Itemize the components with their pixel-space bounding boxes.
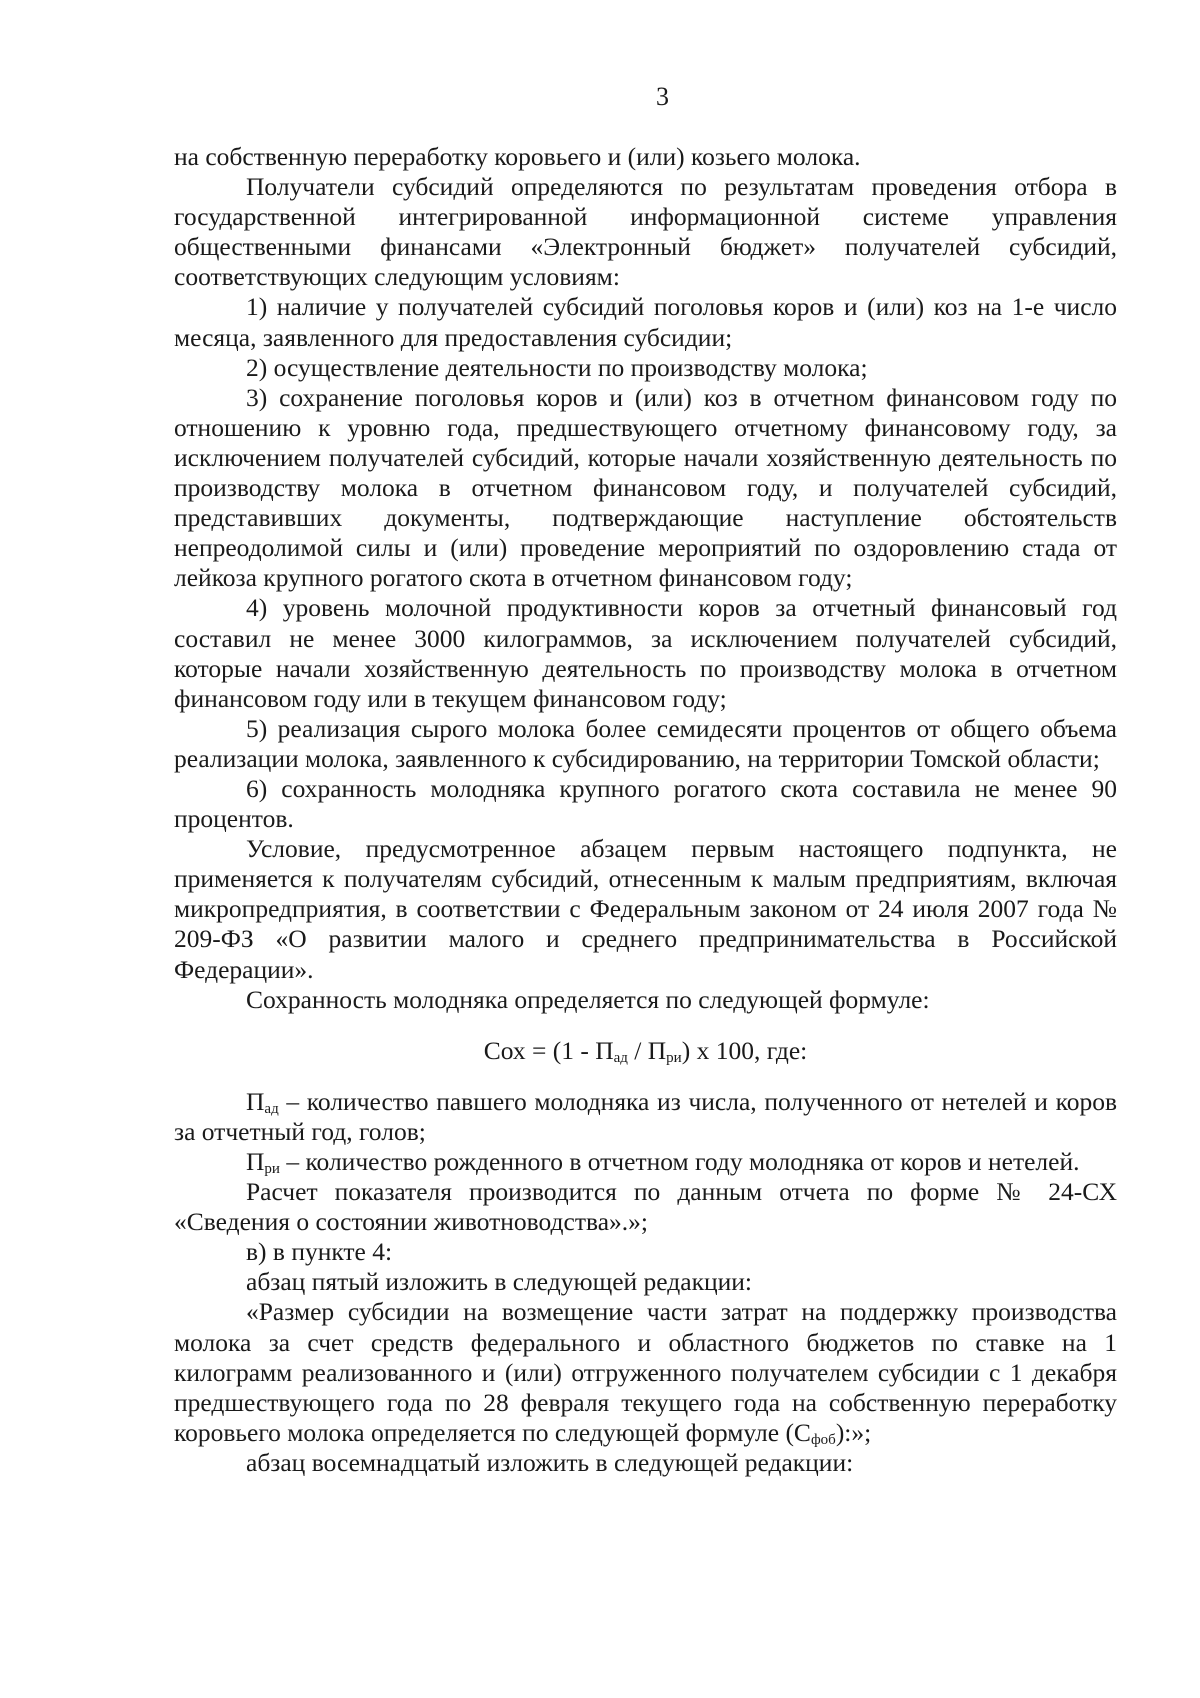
condition-4: 4) уровень молочной продуктивности коров за отчетный финансовый год составил не менее 3000 килограммов, за исключением получателей субсидий, которые начали хозяйственную деятельность по производству молока в отчетном финансовом году или в текущем финансовом году; xyxy=(174,593,1117,713)
paragraph-point-4: в) в пункте 4: xyxy=(246,1237,393,1267)
paragraph-recipients: Получатели субсидий определяются по результатам проведения отбора в государственной интегрированной информационной системе управления общественными финансами «Электронный бюджет» получателей субсидий, соответствующих следующим условиям: xyxy=(174,172,1117,292)
paragraph-subsidy-size xyxy=(174,1297,1117,1447)
paragraph-exception: Условие, предусмотренное абзацем первым настоящего подпункта, не применяется к получателям субсидий, отнесенным к малым предприятиям, включая микропредприятия, в соответствии с Федеральным законом от 24 июля 2007 года № 209-ФЗ «О развитии малого и среднего предпринимательства в Российской Федерации». xyxy=(174,834,1117,984)
formula-sub-pad: ад xyxy=(613,1049,628,1066)
condition-6: 6) сохранность молодняка крупного рогатого скота составила не менее 90 процентов. xyxy=(174,773,1117,834)
formula-mid: / П xyxy=(627,1035,667,1065)
document-body xyxy=(174,142,1117,1478)
definition-pad-symbol: П xyxy=(246,1086,265,1116)
condition-2: 2) осуществление деятельности по производству молока; xyxy=(246,352,868,382)
subsidy-size-sub: фоб xyxy=(810,1431,836,1448)
formula-sub-pri: ри xyxy=(666,1049,682,1066)
page-number: 3 xyxy=(656,82,669,111)
condition-3: 3) сохранение поголовья коров и (или) коз в отчетном финансовом году по отношению к уровню года, предшествующего отчетному финансовому году, за исключением получателей субсидий, которые начали хозяйственную деятельность по производству молока в отчетном финансовом году, и получателей субсидий, представивших документы, подтверждающие наступление обстоятельств непреодолимой силы и (или) проведение мероприятий по оздоровлению стада от лейкоза крупного рогатого скота в отчетном финансовом году; xyxy=(174,382,1117,593)
definition-pri-text: – количество рожденного в отчетном году молодняка от коров и нетелей. xyxy=(279,1147,1080,1176)
definition-pri xyxy=(174,1147,1117,1177)
paragraph-eighteenth-abzac: абзац восемнадцатый изложить в следующей редакции: xyxy=(246,1447,854,1477)
paragraph-calculation: Расчет показателя производится по данным отчета по форме № 24-СХ «Сведения о состоянии животноводства».»; xyxy=(174,1177,1117,1237)
paragraph-formula-intro: Сохранность молодняка определяется по следующей формуле: xyxy=(246,984,930,1014)
formula-lhs: Сох = (1 - П xyxy=(483,1035,614,1065)
definition-pri-sub: ри xyxy=(264,1161,280,1177)
definition-pri-symbol: П xyxy=(246,1147,265,1176)
condition-5: 5) реализация сырого молока более семидесяти процентов от общего объема реализации молока, заявленного к субсидированию, на территории Томской области; xyxy=(174,713,1117,773)
formula-rhs: ) х 100, где: xyxy=(681,1035,808,1065)
condition-1: 1) наличие у получателей субсидий поголовья коров и (или) коз на 1-е число месяца, заявленного для предоставления субсидии; xyxy=(174,292,1117,352)
formula-preservation xyxy=(174,1036,1117,1066)
definition-pad xyxy=(174,1087,1117,1147)
definition-pad-sub: ад xyxy=(264,1100,279,1117)
subsidy-size-tail: ):»; xyxy=(835,1417,872,1447)
subsidy-size-text: «Размер субсидии на возмещение части затрат на поддержку производства молока за счет средств федерального и областного бюджетов по ставке на 1 килограмм реализованного и (или) отгруженного получателем субсидии с 1 декабря предшествующего года по 28 февраля текущего года на собственную переработку коровьего молока определяется по следующей формуле (С xyxy=(174,1297,1117,1447)
paragraph-continuation: на собственную переработку коровьего и (или) козьего молока. xyxy=(174,142,861,171)
definition-pad-text: – количество павшего молодняка из числа, полученного от нетелей и коров за отчетный год, голов; xyxy=(174,1086,1117,1146)
paragraph-fifth-abzac: абзац пятый изложить в следующей редакции: xyxy=(246,1267,752,1297)
